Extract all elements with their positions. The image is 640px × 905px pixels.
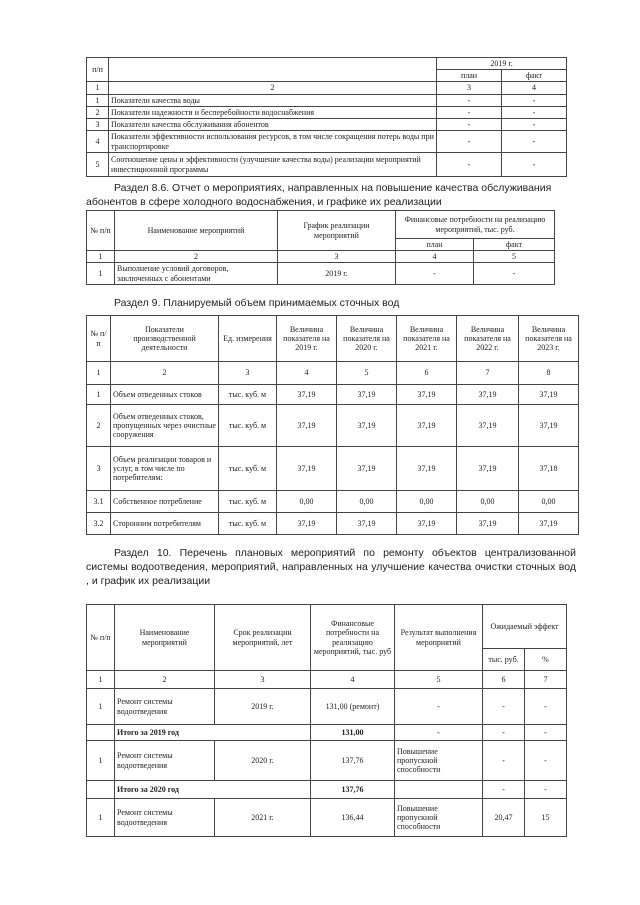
total-row: Итого за 2020 год 137,76 - - bbox=[87, 781, 567, 799]
fact-header: факт bbox=[474, 239, 555, 251]
table-row: 1 Ремонт системы водоотведения 2019 г. 131,00 (ремонт) - - - bbox=[87, 689, 567, 725]
table-row: 3 Показатели качества обслуживания абонентов - - bbox=[87, 118, 567, 130]
col-number-header: № п/п bbox=[87, 211, 115, 251]
table-row: 3 Объем реализации товаров и услуг, в том числе по потребителям: тыс. куб. м 37,19 37,19 37,19 37,19 37,18 bbox=[87, 447, 579, 491]
fact-header: факт bbox=[502, 70, 567, 82]
total-row: Итого за 2019 год 131,00 - - - bbox=[87, 725, 567, 741]
repair-plan-table: № п/п Наименование мероприятий Срок реализации мероприятий, лет Финансовые потребности на реализацию мероприятий, тыс. руб Результат выполнения мероприятий Ожидаемый эффект тыс. руб. % 1 2 3 4 5 6 7 1 Ремонт системы водоотведения 2019 г. 131,00 (ремонт) - - - Итого за 2019 год 131,00 - - - 1 Ремонт системы водоотведения 2020 г. 137,76 Повышение пропускной способности - - Итого за 2020 год 137,76 - - 1 Ремонт системы водоотведения 2021 г. 136,44 Повышение пропускной способности 20,47 15 bbox=[86, 604, 567, 837]
table-row: 2 Объем отведенных стоков, пропущенных через очистные сооружения тыс. куб. м 37,19 37,19 37,19 37,19 37,19 bbox=[87, 405, 579, 447]
section-9-title: Раздел 9. Планируемый объем принимаемых сточных вод bbox=[114, 297, 400, 309]
table-row: 1 Объем отведенных стоков тыс. куб. м 37,19 37,19 37,19 37,19 37,19 bbox=[87, 385, 579, 405]
section-8-6-title: Раздел 8.6. Отчет о мероприятиях, направленных на повышение качества обслуживания абонентов в сфере холодного водоснабжения, и графике их реализации bbox=[86, 182, 552, 209]
table-row: 3.1 Собственное потребление тыс. куб. м 0,00 0,00 0,00 0,00 0,00 bbox=[87, 491, 579, 513]
table-row: 1 Ремонт системы водоотведения 2021 г. 136,44 Повышение пропускной способности 20,47 15 bbox=[87, 799, 567, 837]
wastewater-volume-table: № п/п Показатели производственной деятельности Ед. измерения Величина показателя на 2019 г. Величина показателя на 2020 г. Величина показателя на 2021 г. Величина показателя на 2022 г. Величина показателя на 2023 г. 1 2 3 4 5 6 7 8 1 Объем отведенных стоков тыс. куб. м 37,19 37,19 37,19 37,19 37,19 2 Объем отведенных стоков, пропущенных через очистные сооружения тыс. куб. м 37,19 37,19 37,19 37,19 37,19 3 Объем реализации товаров и услуг, в том числе по потребителям: тыс. куб. м 37,19 37,19 37,19 37,19 37,18 3.1 Собственное потребление тыс. куб. м 0,00 0,00 0,00 0,00 0,00 3.2 Сторонним потребителям тыс. куб. м 37,19 37,19 37,19 37,19 37,19 bbox=[86, 315, 579, 535]
col-name-header: Наименование мероприятий bbox=[115, 211, 278, 251]
activities-table: № п/п Наименование мероприятий График реализации мероприятий Финансовые потребности на реализацию мероприятий, тыс. руб. план факт 1 2 3 4 5 1 Выполнение условий договоров, заключенных с абонентами 2019 г. - - bbox=[86, 210, 555, 285]
plan-header: план bbox=[396, 239, 474, 251]
table-row: 2 Показатели надежности и бесперебойности водоснабжения - - bbox=[87, 106, 567, 118]
plan-header: план bbox=[437, 70, 502, 82]
year-header: 2019 г. bbox=[437, 58, 567, 70]
section-10-title: Раздел 10. Перечень плановых мероприятий по ремонту объектов централизованной системы водоотведения, мероприятий, направленных на улучшение качества очистки сточных вод , и график их реализации bbox=[86, 547, 576, 588]
indicators-table: п/п 2019 г. план факт 1 2 3 4 1 Показатели качества воды - - 2 Показатели надежности и бесперебойности водоснабжения - - 3 Показатели качества обслуживания абонентов - - 4 Показатели эффективности использования ресурсов, в том числе сокращения потерь воды при транспортировке - - 5 Соотношение цены и эффективности (улучшение качества воды) реализации мероприятий инвестиционной программы - - bbox=[86, 57, 567, 177]
table-row: 1 Показатели качества воды - - bbox=[87, 94, 567, 106]
table-row: 4 Показатели эффективности использования ресурсов, в том числе сокращения потерь воды при транспортировке - - bbox=[87, 131, 567, 153]
col-number-header: п/п bbox=[87, 58, 109, 82]
col-schedule-header: График реализации мероприятий bbox=[278, 211, 396, 251]
table-row: 3.2 Сторонним потребителям тыс. куб. м 37,19 37,19 37,19 37,19 37,19 bbox=[87, 513, 579, 535]
table-row: 1 Выполнение условий договоров, заключенных с абонентами 2019 г. - - bbox=[87, 263, 555, 284]
table-row: 1 Ремонт системы водоотведения 2020 г. 137,76 Повышение пропускной способности - - bbox=[87, 741, 567, 781]
col-fin-header: Финансовые потребности на реализацию мероприятий, тыс. руб. bbox=[396, 211, 555, 239]
table-row: 5 Соотношение цены и эффективности (улучшение качества воды) реализации мероприятий инвестиционной программы - - bbox=[87, 153, 567, 177]
